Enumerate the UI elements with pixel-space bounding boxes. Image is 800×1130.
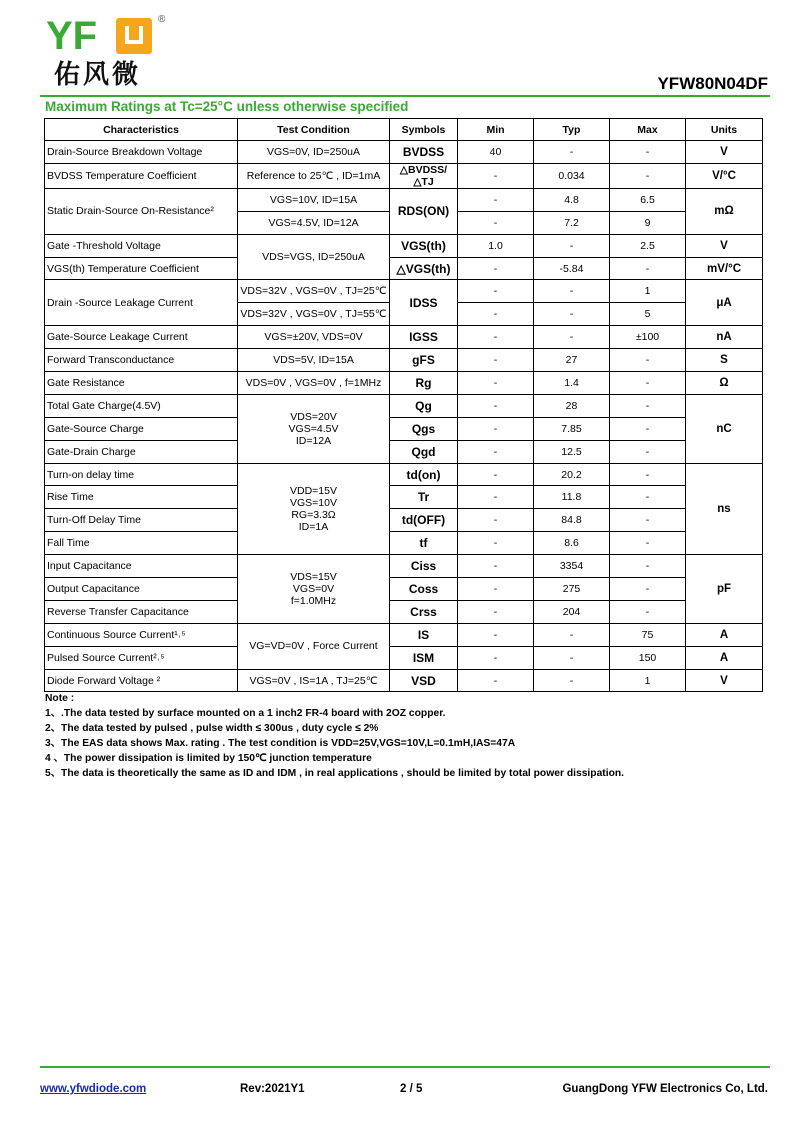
min-value: -: [458, 326, 534, 349]
characteristic: Forward Transconductance: [45, 349, 238, 372]
characteristic: Gate-Drain Charge: [45, 440, 238, 463]
typ-value: 11.8: [534, 486, 610, 509]
col-header: Symbols: [390, 119, 458, 141]
table-row: [45, 486, 763, 509]
min-value: -: [458, 280, 534, 303]
min-value: 40: [458, 141, 534, 164]
characteristic: Gate -Threshold Voltage: [45, 234, 238, 257]
table-row: [45, 532, 763, 555]
characteristic: Output Capacitance: [45, 578, 238, 601]
col-header: Test Condition: [238, 119, 390, 141]
symbol: BVDSS: [390, 141, 458, 164]
unit: V: [686, 234, 763, 257]
characteristic: Gate-Source Charge: [45, 417, 238, 440]
characteristic: Gate Resistance: [45, 372, 238, 395]
max-value: -: [610, 257, 686, 280]
table-row: [45, 509, 763, 532]
registered-mark: ®: [158, 14, 166, 25]
test-condition: VGS=10V, ID=15A: [238, 188, 390, 211]
ratings-table: [44, 118, 763, 692]
table-row: [45, 188, 763, 211]
test-condition: VDS=20V VGS=4.5V ID=12A: [238, 394, 390, 463]
max-value: -: [610, 163, 686, 188]
characteristic: Pulsed Source Current²˒⁵: [45, 646, 238, 669]
max-value: -: [610, 349, 686, 372]
max-value: ±100: [610, 326, 686, 349]
min-value: -: [458, 303, 534, 326]
test-condition: VG=VD=0V , Force Current: [238, 623, 390, 669]
min-value: -: [458, 372, 534, 395]
table-row: [45, 234, 763, 257]
min-value: -: [458, 417, 534, 440]
typ-value: -5.84: [534, 257, 610, 280]
min-value: -: [458, 394, 534, 417]
symbol: Qg: [390, 394, 458, 417]
logo-yf-glyphs: YF: [46, 14, 98, 58]
symbol: △BVDSS/△TJ: [390, 163, 458, 188]
symbol: Crss: [390, 600, 458, 623]
typ-value: -: [534, 326, 610, 349]
typ-value: 8.6: [534, 532, 610, 555]
symbol: td(OFF): [390, 509, 458, 532]
characteristic: Turn-Off Delay Time: [45, 509, 238, 532]
min-value: -: [458, 578, 534, 601]
characteristic: Rise Time: [45, 486, 238, 509]
typ-value: 0.034: [534, 163, 610, 188]
min-value: -: [458, 257, 534, 280]
typ-value: 27: [534, 349, 610, 372]
note-item: 3、The EAS data shows Max. rating . The test condition is VDD=25V,VGS=10V,L=0.1mH,IAS=47A: [45, 738, 516, 749]
table-row: [45, 440, 763, 463]
logo-chinese-name: 佑风微: [54, 60, 142, 90]
characteristic: Turn-on delay time: [45, 463, 238, 486]
test-condition: VDS=0V , VGS=0V , f=1MHz: [238, 372, 390, 395]
min-value: -: [458, 163, 534, 188]
page-number: 2 / 5: [400, 1083, 423, 1095]
table-row: [45, 669, 763, 692]
test-condition: VDS=VGS, ID=250uA: [238, 234, 390, 280]
notes-title: Note :: [45, 693, 75, 704]
max-value: 1: [610, 280, 686, 303]
test-condition: Reference to 25℃ , ID=1mA: [238, 163, 390, 188]
characteristic: Reverse Transfer Capacitance: [45, 600, 238, 623]
table-row: [45, 394, 763, 417]
table-row: [45, 463, 763, 486]
characteristic: Input Capacitance: [45, 555, 238, 578]
max-value: -: [610, 463, 686, 486]
typ-value: 3354: [534, 555, 610, 578]
symbol: △VGS(th): [390, 257, 458, 280]
min-value: -: [458, 555, 534, 578]
symbol: VGS(th): [390, 234, 458, 257]
table-row: [45, 578, 763, 601]
test-condition: VGS=±20V, VDS=0V: [238, 326, 390, 349]
company-logo: [46, 14, 166, 94]
unit: nA: [686, 326, 763, 349]
col-header: Max: [610, 119, 686, 141]
typ-value: -: [534, 646, 610, 669]
typ-value: 275: [534, 578, 610, 601]
characteristic: Drain -Source Leakage Current: [45, 280, 238, 326]
min-value: -: [458, 211, 534, 234]
typ-value: -: [534, 623, 610, 646]
notes-block: [45, 691, 624, 781]
min-value: 1.0: [458, 234, 534, 257]
characteristic: Static Drain-Source On-Resistance²: [45, 188, 238, 234]
table-row: [45, 280, 763, 303]
unit: nC: [686, 394, 763, 463]
min-value: -: [458, 623, 534, 646]
test-condition: VDS=5V, ID=15A: [238, 349, 390, 372]
max-value: -: [610, 532, 686, 555]
symbol: IGSS: [390, 326, 458, 349]
typ-value: 7.85: [534, 417, 610, 440]
table-row: [45, 372, 763, 395]
min-value: -: [458, 600, 534, 623]
col-header: Typ: [534, 119, 610, 141]
symbol: td(on): [390, 463, 458, 486]
footer-divider: [40, 1066, 770, 1068]
table-row: [45, 349, 763, 372]
symbol: VSD: [390, 669, 458, 692]
table-row: [45, 417, 763, 440]
table-header-row: [45, 119, 763, 141]
unit: V: [686, 141, 763, 164]
unit: A: [686, 623, 763, 646]
min-value: -: [458, 188, 534, 211]
table-row: [45, 600, 763, 623]
min-value: -: [458, 509, 534, 532]
logo-w-box: [116, 18, 152, 54]
table-row: [45, 646, 763, 669]
test-condition: VDS=32V , VGS=0V , TJ=25℃: [238, 280, 390, 303]
max-value: -: [610, 486, 686, 509]
unit: V: [686, 669, 763, 692]
min-value: -: [458, 440, 534, 463]
typ-value: 4.8: [534, 188, 610, 211]
unit: ns: [686, 463, 763, 555]
max-value: -: [610, 555, 686, 578]
max-value: 150: [610, 646, 686, 669]
note-item: 2、The data tested by pulsed , pulse width ≤ 300us , duty cycle ≤ 2%: [45, 723, 379, 734]
max-value: -: [610, 372, 686, 395]
unit: Ω: [686, 372, 763, 395]
test-condition: VGS=0V, ID=250uA: [238, 141, 390, 164]
characteristic: VGS(th) Temperature Coefficient: [45, 257, 238, 280]
symbol: ISM: [390, 646, 458, 669]
unit: A: [686, 646, 763, 669]
typ-value: -: [534, 280, 610, 303]
typ-value: 1.4: [534, 372, 610, 395]
max-value: 9: [610, 211, 686, 234]
characteristic: Drain-Source Breakdown Voltage: [45, 141, 238, 164]
typ-value: 20.2: [534, 463, 610, 486]
typ-value: 84.8: [534, 509, 610, 532]
header-divider: [40, 95, 770, 97]
note-item: 4 、The power dissipation is limited by 150℃ junction temperature: [45, 753, 372, 764]
max-value: -: [610, 440, 686, 463]
symbol: RDS(ON): [390, 188, 458, 234]
table-row: [45, 555, 763, 578]
symbol: Ciss: [390, 555, 458, 578]
symbol: Coss: [390, 578, 458, 601]
max-value: 1: [610, 669, 686, 692]
max-value: -: [610, 394, 686, 417]
test-condition: VDS=15V VGS=0V f=1.0MHz: [238, 555, 390, 624]
symbol: IS: [390, 623, 458, 646]
table-row: [45, 257, 763, 280]
col-header: Characteristics: [45, 119, 238, 141]
test-condition: VDD=15V VGS=10V RG=3.3Ω ID=1A: [238, 463, 390, 555]
typ-value: -: [534, 303, 610, 326]
table-row: [45, 141, 763, 164]
unit: S: [686, 349, 763, 372]
unit: pF: [686, 555, 763, 624]
unit: V/°C: [686, 163, 763, 188]
table-row: [45, 623, 763, 646]
characteristic: Fall Time: [45, 532, 238, 555]
max-value: -: [610, 578, 686, 601]
symbol: gFS: [390, 349, 458, 372]
website-link[interactable]: www.yfwdiode.com: [40, 1083, 147, 1095]
table-row: [45, 163, 763, 188]
symbol: Qgs: [390, 417, 458, 440]
unit: μA: [686, 280, 763, 326]
max-value: -: [610, 600, 686, 623]
typ-value: -: [534, 669, 610, 692]
typ-value: 28: [534, 394, 610, 417]
symbol: Tr: [390, 486, 458, 509]
col-header: Min: [458, 119, 534, 141]
characteristic: Continuous Source Current¹˒⁵: [45, 623, 238, 646]
unit: mV/°C: [686, 257, 763, 280]
section-title: Maximum Ratings at Tc=25°C unless otherwise specified: [45, 99, 409, 114]
symbol: Qgd: [390, 440, 458, 463]
min-value: -: [458, 463, 534, 486]
table-row: [45, 326, 763, 349]
part-number: YFW80N04DF: [657, 74, 768, 93]
characteristic: Total Gate Charge(4.5V): [45, 394, 238, 417]
test-condition: VDS=32V , VGS=0V , TJ=55℃: [238, 303, 390, 326]
typ-value: 7.2: [534, 211, 610, 234]
characteristic: Gate-Source Leakage Current: [45, 326, 238, 349]
min-value: -: [458, 532, 534, 555]
min-value: -: [458, 669, 534, 692]
min-value: -: [458, 349, 534, 372]
symbol: tf: [390, 532, 458, 555]
unit: mΩ: [686, 188, 763, 234]
min-value: -: [458, 486, 534, 509]
symbol: Rg: [390, 372, 458, 395]
max-value: 75: [610, 623, 686, 646]
typ-value: 12.5: [534, 440, 610, 463]
symbol: IDSS: [390, 280, 458, 326]
note-item: 5、The data is theoretically the same as ID and IDM , in real applications , should be limited by total power dissipation.: [45, 768, 625, 779]
max-value: -: [610, 141, 686, 164]
typ-value: -: [534, 234, 610, 257]
max-value: -: [610, 509, 686, 532]
test-condition: VGS=0V , IS=1A , TJ=25℃: [238, 669, 390, 692]
revision: Rev:2021Y1: [240, 1083, 305, 1095]
col-header: Units: [686, 119, 763, 141]
max-value: 2.5: [610, 234, 686, 257]
note-item: 1、.The data tested by surface mounted on a 1 inch2 FR-4 board with 2OZ copper.: [45, 708, 446, 719]
max-value: 6.5: [610, 188, 686, 211]
test-condition: VGS=4.5V, ID=12A: [238, 211, 390, 234]
characteristic: Diode Forward Voltage ²: [45, 669, 238, 692]
characteristic: BVDSS Temperature Coefficient: [45, 163, 238, 188]
min-value: -: [458, 646, 534, 669]
max-value: 5: [610, 303, 686, 326]
typ-value: -: [534, 141, 610, 164]
typ-value: 204: [534, 600, 610, 623]
max-value: -: [610, 417, 686, 440]
company-name: GuangDong YFW Electronics Co, Ltd.: [562, 1083, 768, 1095]
